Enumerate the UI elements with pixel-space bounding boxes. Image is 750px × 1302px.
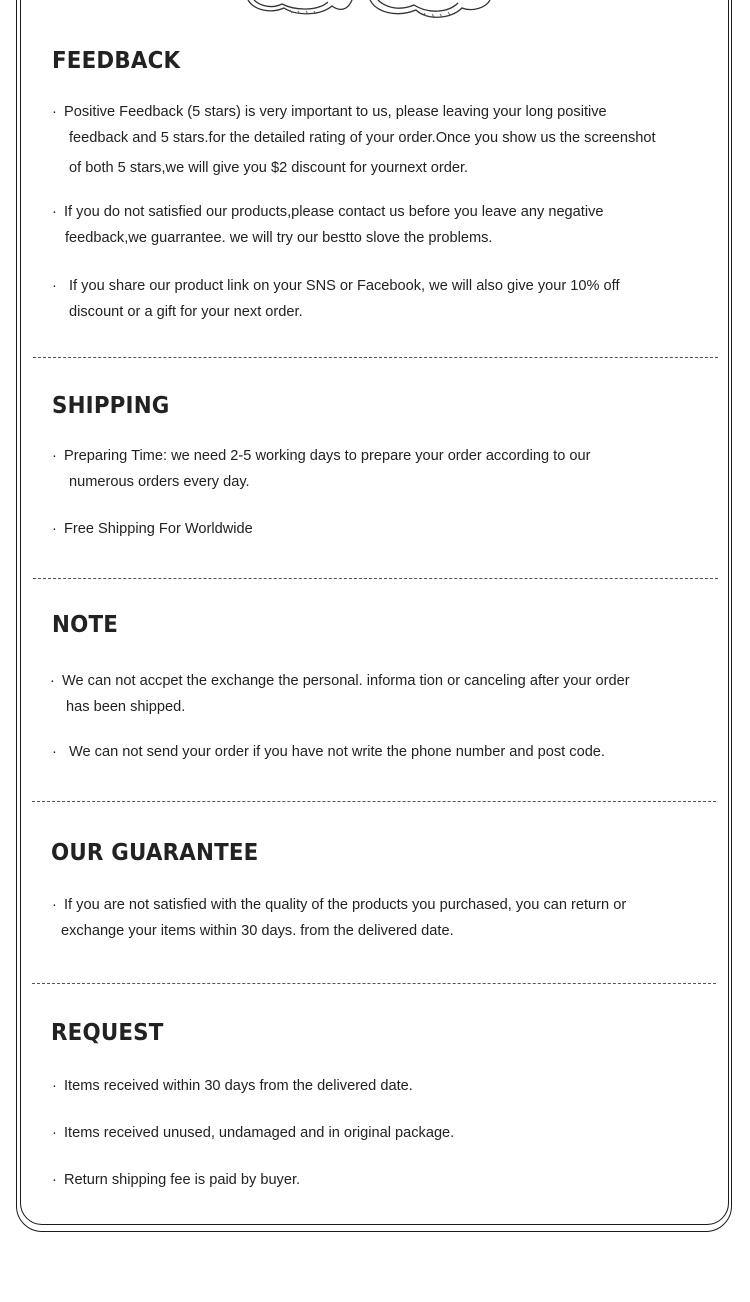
guarantee-point-1-line-2: exchange your items within 30 days. from the delivered date.: [61, 923, 454, 939]
bullet-dot: ·: [52, 744, 57, 760]
bullet-dot: ·: [52, 1078, 57, 1094]
feedback-point-1-line-1: Positive Feedback (5 stars) is very important to us, please leaving your long positive: [64, 104, 607, 120]
section-divider: [32, 983, 716, 984]
feedback-point-2-line-2: feedback,we guarrantee. we will try our bestto slove the problems.: [65, 230, 493, 246]
note-heading: NOTE: [52, 612, 119, 638]
bullet-dot: ·: [50, 673, 55, 689]
feedback-point-3-line-1: If you share our product link on your SNS or Facebook, we will also give your 10% off: [69, 278, 620, 294]
request-point-2-line-1: Items received unused, undamaged and in original package.: [64, 1125, 455, 1141]
guarantee-heading: OUR GUARANTEE: [51, 840, 259, 866]
bullet-dot: ·: [52, 897, 57, 913]
bullet-dot: ·: [52, 204, 57, 220]
request-point-1: [52, 1078, 413, 1094]
shipping-point-1-line-1: Preparing Time: we need 2-5 working days to prepare your order according to our: [64, 448, 591, 464]
feedback-point-2: [52, 204, 604, 220]
shipping-point-1: [52, 448, 590, 464]
note-point-1-line-2: has been shipped.: [66, 699, 186, 715]
feedback-point-1-line-3: of both 5 stars,we will give you $2 discount for yournext order.: [69, 160, 469, 176]
feedback-point-1-line-2: feedback and 5 stars.for the detailed rating of your order.Once you show us the screenshot: [69, 130, 656, 146]
cloud-ornament: [240, 0, 510, 22]
note-point-1: [50, 673, 630, 689]
guarantee-point-1-line-1: If you are not satisfied with the quality of the products you purchased, you can return or: [64, 897, 627, 913]
feedback-point-3: [52, 278, 620, 294]
note-point-1-line-1: We can not accpet the exchange the personal. informa tion or canceling after your order: [62, 673, 630, 689]
bullet-dot: ·: [52, 278, 57, 294]
guarantee-point-1: [52, 897, 626, 913]
shipping-heading: SHIPPING: [52, 393, 170, 419]
note-point-2-line-1: We can not send your order if you have not write the phone number and post code.: [69, 744, 605, 760]
bullet-dot: ·: [52, 1172, 57, 1188]
feedback-point-2-line-1: If you do not satisfied our products,please contact us before you leave any negative: [64, 204, 604, 220]
bullet-dot: ·: [52, 104, 57, 120]
request-point-3-line-1: Return shipping fee is paid by buyer.: [64, 1172, 301, 1188]
section-divider: [32, 801, 716, 802]
shipping-point-1-line-2: numerous orders every day.: [69, 474, 250, 490]
section-divider: [33, 578, 718, 579]
feedback-point-3-line-2: discount or a gift for your next order.: [69, 304, 303, 320]
bullet-dot: ·: [52, 1125, 57, 1141]
bullet-dot: ·: [52, 521, 57, 537]
request-point-2: [52, 1125, 454, 1141]
request-point-1-line-1: Items received within 30 days from the delivered date.: [64, 1078, 413, 1094]
feedback-heading: FEEDBACK: [52, 48, 181, 74]
shipping-point-2-line-1: Free Shipping For Worldwide: [64, 521, 253, 537]
request-point-3: [52, 1172, 300, 1188]
shipping-point-2: [52, 521, 253, 537]
feedback-point-1: [52, 104, 607, 120]
section-divider: [33, 357, 718, 358]
bullet-dot: ·: [52, 448, 57, 464]
note-point-2: [52, 744, 605, 760]
request-heading: REQUEST: [51, 1020, 164, 1046]
